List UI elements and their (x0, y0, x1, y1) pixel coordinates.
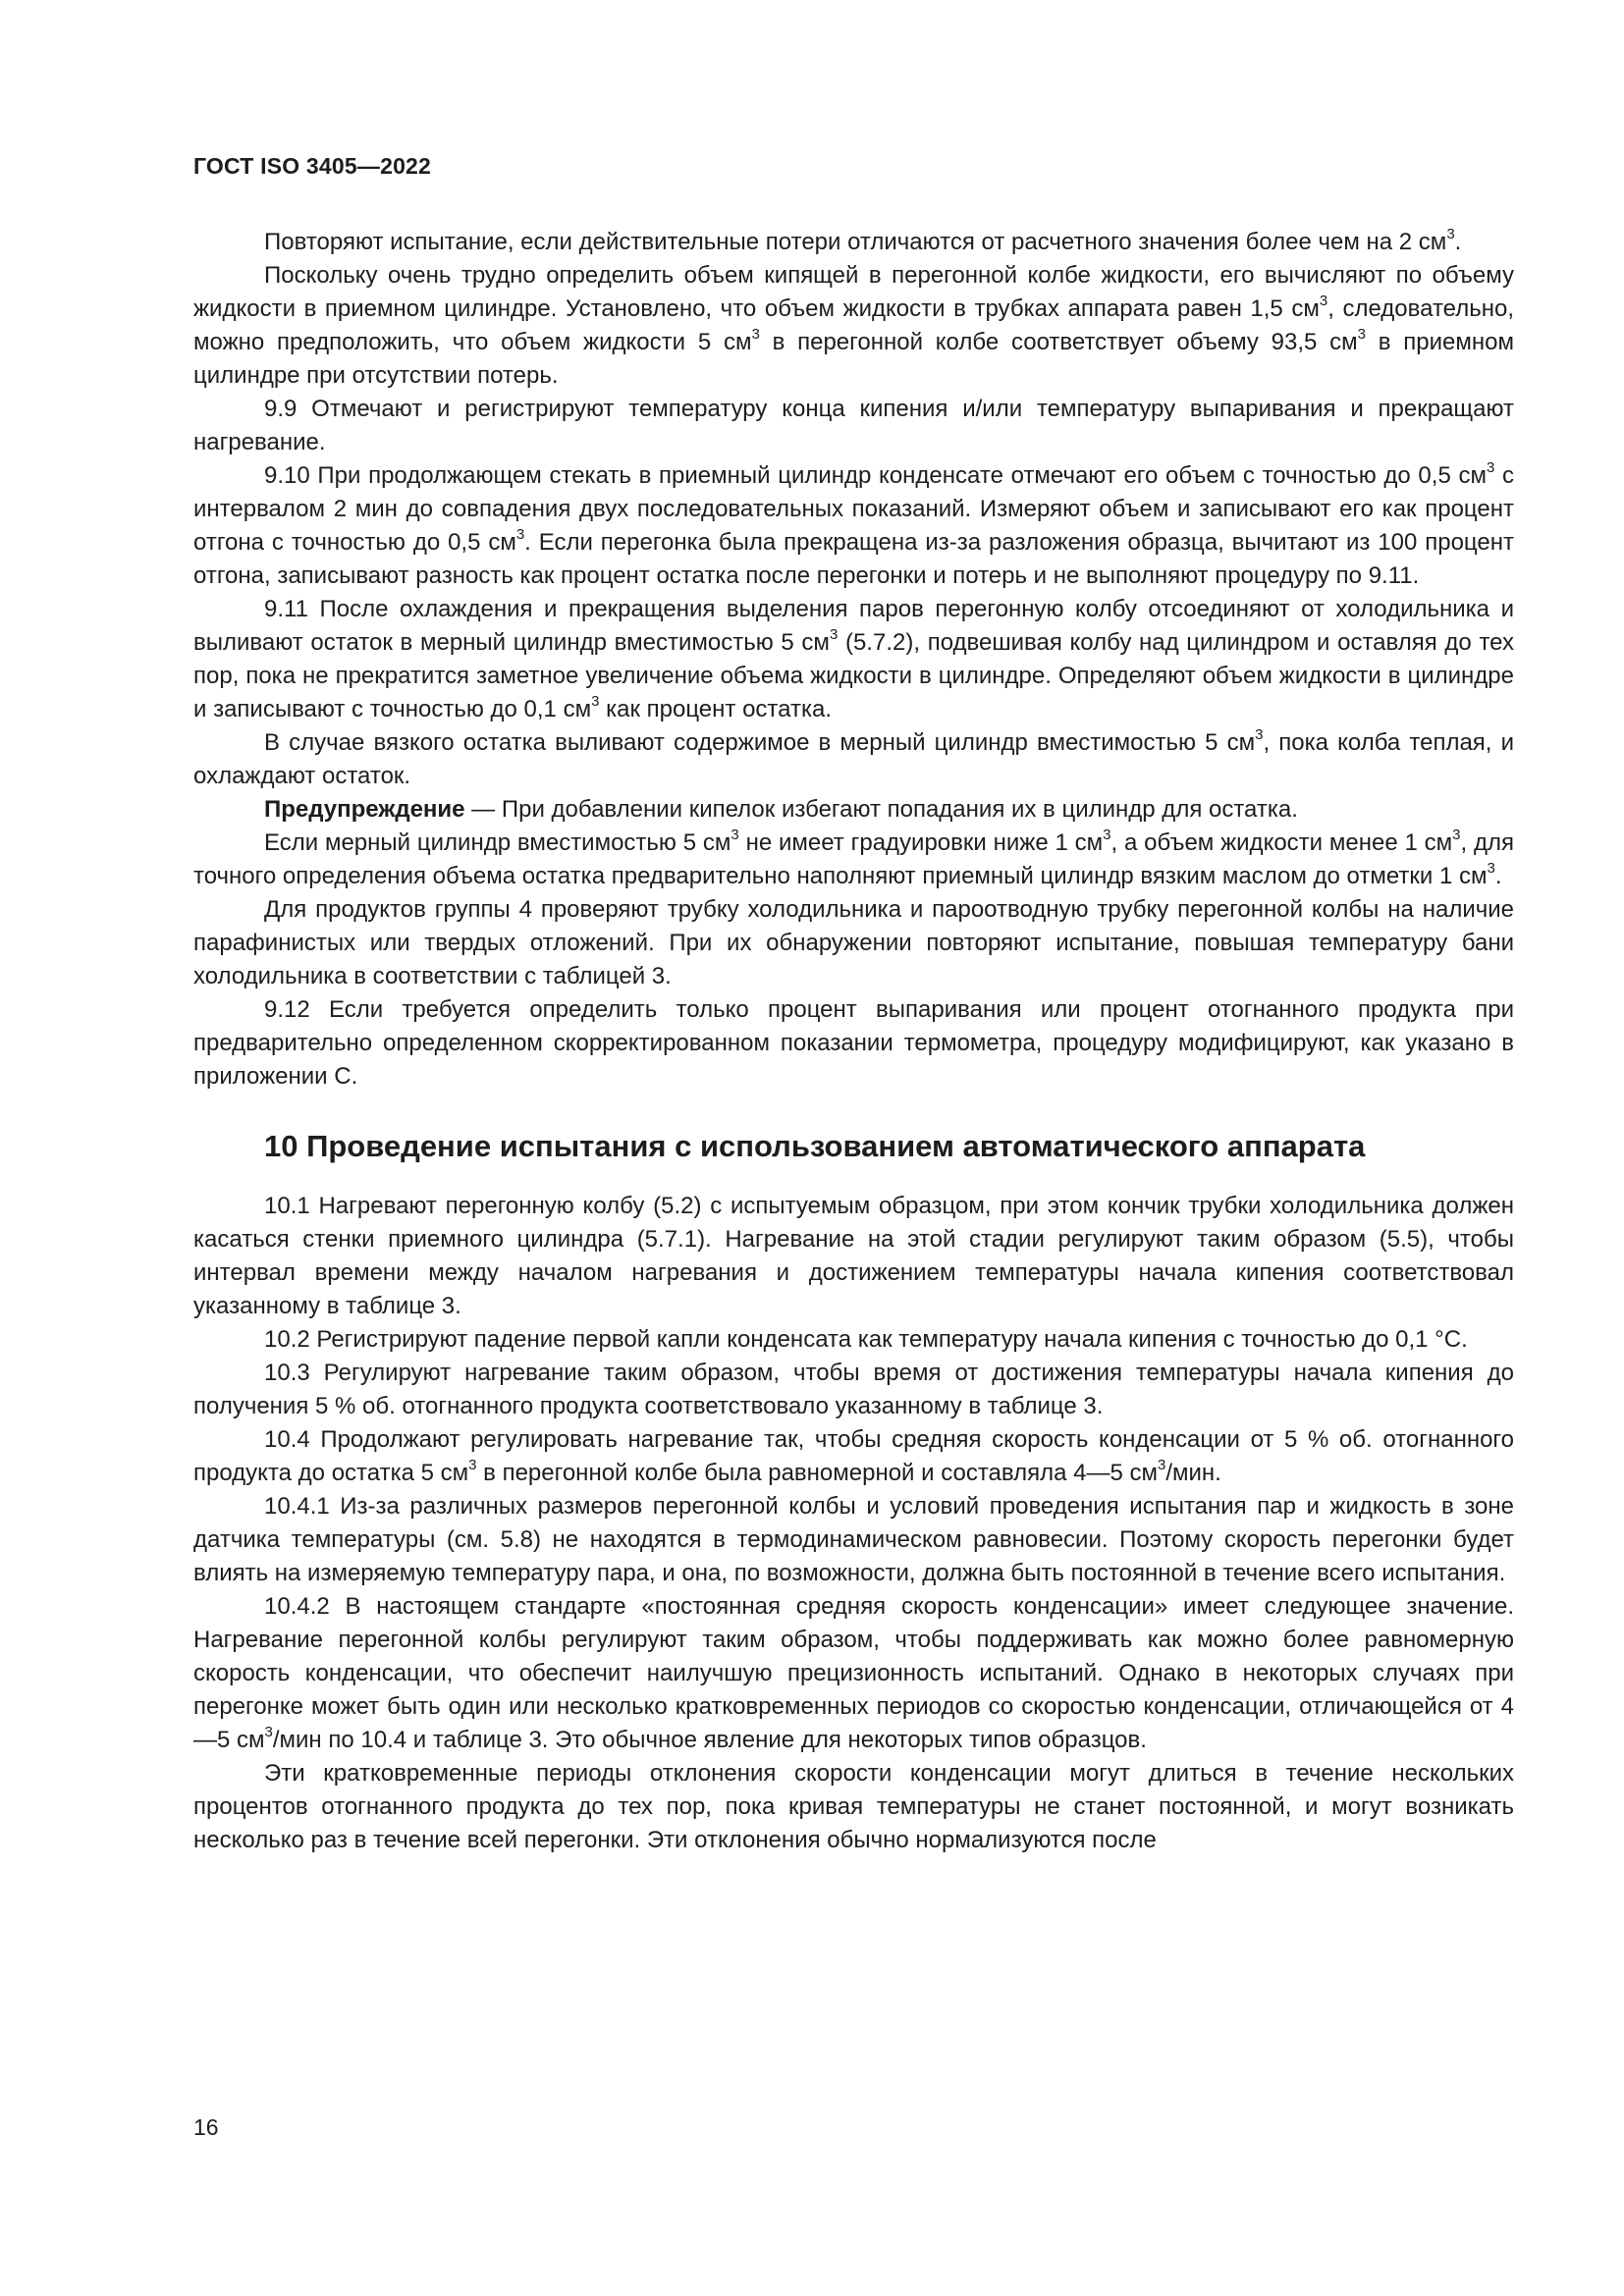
superscript: 3 (829, 626, 839, 643)
body-text (193, 226, 1514, 1857)
text-run: , следовательно, можно предположить, что объем жидкости 5 см (193, 295, 1515, 355)
text-run: В случае вязкого остатка выливают содержимое в мерный цилиндр вместимостью 5 см (264, 729, 1256, 756)
text-run: 9.10 При продолжающем стекать в приемный цилиндр конденсате отмечают его объем с точностью до 0,5 см (264, 462, 1487, 489)
text-run: Эти кратковременные периоды отклонения скорости конденсации могут длиться в течение нескольких процентов отогнанного продукта до тех пор, пока кривая температуры не станет постоянной, и могут возникать несколько раз в течение всей перегонки. Эти отклонения обычно нормализуются после (193, 1760, 1514, 1853)
superscript: 3 (591, 693, 600, 710)
paragraph (193, 459, 1514, 593)
text-run: в перегонной колбе была равномерной и составляла 4—5 см (476, 1460, 1158, 1486)
paragraph (193, 827, 1514, 893)
text-run: — При добавлении кипелок избегают попадания их в цилиндр для остатка. (464, 796, 1298, 823)
text-run: (5.7.2), подвешивая колбу над цилиндром и оставляя до тех пор, пока не прекратится заметное увеличение объема жидкости в цилиндре. Определяют объем жидкости в цилиндре и записывают с точностью до 0,1 см (193, 629, 1514, 722)
text-run: как процент остатка. (599, 696, 832, 722)
section-heading-10: 10 Проведение испытания с использованием автоматического аппарата (264, 1129, 1366, 1163)
paragraph (193, 226, 1514, 259)
paragraph (193, 1190, 1514, 1323)
text-run: , пока колба теплая, и охлаждают остаток. (193, 729, 1515, 789)
superscript: 3 (515, 526, 525, 543)
text-run: Если мерный цилиндр вместимостью 5 см (264, 829, 731, 856)
superscript: 3 (1487, 860, 1495, 877)
superscript: 3 (1446, 226, 1455, 242)
text-run: 9.12 Если требуется определить только процент выпаривания или процент отогнанного продукта при предварительно определенном скорректированном показании термометра, процедуру модифицируют, как указано в приложении С. (193, 996, 1514, 1090)
text-run: Для продуктов группы 4 проверяют трубку холодильника и пароотводную трубку перегонной колбы на наличие парафинистых или твердых отложений. При их обнаружении повторяют испытание, повышая температуру бани холодильника в соответствии с таблицей 3. (193, 896, 1514, 989)
superscript: 3 (264, 1724, 273, 1740)
paragraph (193, 1323, 1514, 1357)
standard-header: ГОСТ ISO 3405—2022 (193, 153, 432, 179)
text-run: . (1494, 863, 1502, 889)
text-run: , для точного определения объема остатка предварительно наполняют приемный цилиндр вязким маслом до отметки 1 см (193, 829, 1515, 889)
paragraph (193, 1423, 1514, 1490)
text-run: , а объем жидкости менее 1 см (1110, 829, 1453, 856)
text-run: 9.9 Отмечают и регистрируют температуру конца кипения и/или температуру выпаривания и прекращают нагревание. (193, 396, 1514, 455)
paragraph (193, 1590, 1514, 1757)
text-run: 10.4 Продолжают регулировать нагревание так, чтобы средняя скорость конденсации от 5 % об. отогнанного продукта до остатка 5 см (193, 1426, 1514, 1486)
superscript: 3 (751, 326, 760, 343)
text-run: 9.11 После охлаждения и прекращения выделения паров перегонную колбу отсоединяют от холодильника и выливают остаток в мерный цилиндр вместимостью 5 см (193, 596, 1514, 656)
superscript: 3 (731, 827, 739, 843)
superscript: 3 (1452, 827, 1461, 843)
text-run: 10.4.2 В настоящем стандарте «постоянная средняя скорость конденсации» имеет следующее значение. Нагревание перегонной колбы регулируют таким образом, чтобы поддерживать как можно более равномерную скорость конденсации, что обеспечит наилучшую прецизионность испытаний. Однако в некоторых случаях при перегонке может быть один или несколько кратковременных периодов со скоростью конденсации, отличающейся от 4—5 см (193, 1593, 1514, 1753)
text-run: не имеет градуировки ниже 1 см (738, 829, 1104, 856)
paragraph (193, 259, 1514, 393)
text-run: 10.3 Регулируют нагревание таким образом, чтобы время от достижения температуры начала кипения до получения 5 % об. отогнанного продукта соответствовало указанному в таблице 3. (193, 1360, 1514, 1419)
superscript: 3 (1255, 726, 1264, 743)
paragraph (193, 1357, 1514, 1423)
paragraph (193, 593, 1514, 726)
text-run: Повторяют испытание, если действительные потери отличаются от расчетного значения более чем на 2 см (264, 229, 1447, 255)
paragraph (193, 726, 1514, 793)
text-run: /мин по 10.4 и таблице 3. Это обычное явление для некоторых типов образцов. (272, 1727, 1147, 1753)
paragraph (193, 993, 1514, 1094)
text-run: Поскольку очень трудно определить объем кипящей в перегонной колбе жидкости, его вычисляют по объему жидкости в приемном цилиндре. Установлено, что объем жидкости в трубках аппарата равен 1,5 см (193, 262, 1514, 322)
paragraph (193, 1490, 1514, 1590)
text-run: 10.2 Регистрируют падение первой капли конденсата как температуру начала кипения с точностью до 0,1 °С. (264, 1326, 1468, 1353)
paragraph (193, 393, 1514, 459)
paragraph-group-section-10 (193, 1190, 1514, 1857)
text-run: 10.4.1 Из-за различных размеров перегонной колбы и условий проведения испытания пар и жидкость в зоне датчика температуры (см. 5.8) не находятся в термодинамическом равновесии. Поэтому скорость перегонки будет влиять на измеряемую температуру пара, и она, по возможности, должна быть постоянной в течение всего испытания. (193, 1493, 1514, 1586)
text-run: . Если перегонка была прекращена из-за разложения образца, вычитают из 100 процент отгона, записывают разность как процент остатка после перегонки и потерь и не выполняют процедуру по 9.11. (193, 529, 1514, 589)
text-run: с интервалом 2 мин до совпадения двух последовательных показаний. Измеряют объем и записывают его как процент отгона с точностью до 0,5 см (193, 462, 1515, 556)
paragraph (193, 1757, 1514, 1857)
superscript: 3 (1486, 459, 1495, 476)
paragraph (193, 893, 1514, 993)
page-number: 16 (193, 2114, 219, 2140)
paragraph-group-section-9 (193, 226, 1514, 1094)
text-run: . (1454, 229, 1462, 255)
superscript: 3 (1319, 293, 1328, 309)
paragraph (193, 793, 1514, 827)
superscript: 3 (1357, 326, 1366, 343)
text-run: в перегонной колбе соответствует объему 93,5 см (759, 329, 1358, 355)
superscript: 3 (468, 1457, 477, 1473)
superscript: 3 (1157, 1457, 1166, 1473)
text-run: в приемном цилиндре при отсутствии потерь. (193, 329, 1515, 389)
text-run: /мин. (1165, 1460, 1221, 1486)
bold-text-run: Предупреждение (264, 796, 465, 823)
text-run: 10.1 Нагревают перегонную колбу (5.2) с испытуемым образцом, при этом кончик трубки холодильника должен касаться стенки приемного цилиндра (5.7.1). Нагревание на этой стадии регулируют таким образом (5.5), чтобы интервал времени между началом нагревания и достижением температуры начала кипения соответствовал указанному в таблице 3. (193, 1193, 1514, 1319)
superscript: 3 (1103, 827, 1111, 843)
